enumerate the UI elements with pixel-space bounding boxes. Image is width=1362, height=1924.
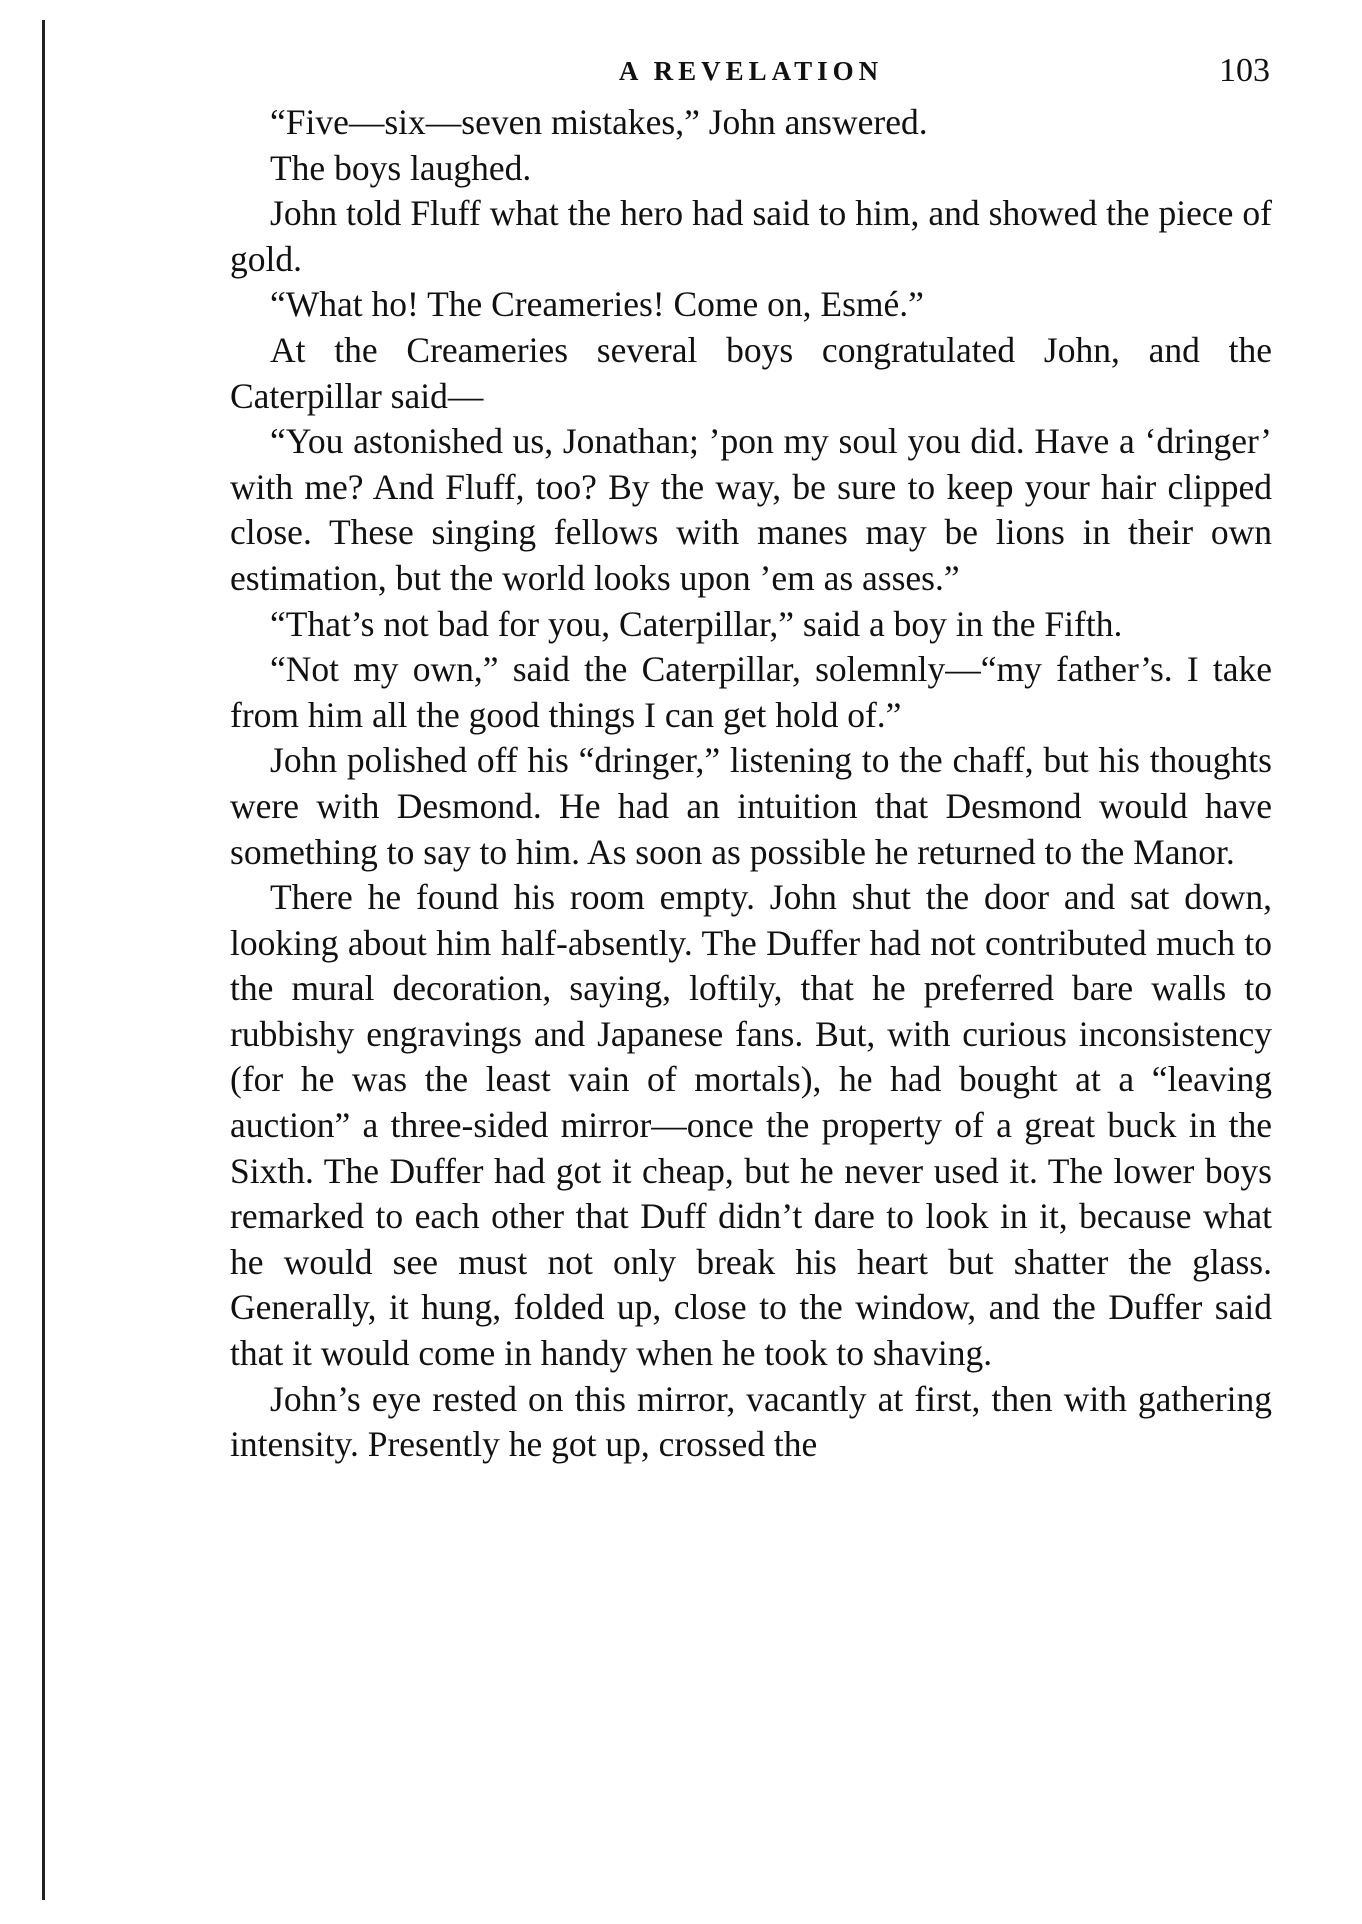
paragraph: “Five—six—seven mistakes,” John answered.	[270, 102, 928, 142]
paragraph: There he found his room empty. John shut the door and sat down, looking about him half-absently. The Duffer had not contributed much to the mural decoration, saying, loftily, that he preferred bare walls to rubbishy engravings and Japanese fans. But, with curious inconsistency (for he was the least vain of mortals), he had bought at a “leaving auction” a three-sided mirror—once the property of a great buck in the Sixth. The Duffer had got it cheap, but he never used it. The lower boys remarked to each other that Duff didn’t dare to look in it, because what he would see must not only break his heart but shatter the glass. Generally, it hung, folded up, close to the window, and the Duffer said that it would come in handy when he took to shaving.	[230, 877, 1272, 1374]
paragraph: “Not my own,” said the Caterpillar, solemnly—“my father’s. I take from him all the good things I can get hold of.”	[230, 649, 1272, 735]
book-page	[230, 48, 1272, 1468]
paragraph: At the Creameries several boys congratulated John, and the Caterpillar said—	[230, 329, 1272, 416]
paragraph: “That’s not bad for you, Caterpillar,” said a boy in the Fifth.	[270, 603, 1123, 644]
paragraph: John told Fluff what the hero had said to him, and showed the piece of gold.	[230, 193, 1272, 279]
binding-edge-line	[42, 20, 45, 1900]
chapter-title: A REVELATION	[618, 56, 884, 86]
paragraph: John polished off his “dringer,” listening to the chaff, but his thoughts were with Desmond. He had an intuition that Desmond would have something to say to him. As soon as possible he returned to the Manor.	[230, 740, 1272, 872]
paragraph: The boys laughed.	[270, 147, 532, 188]
running-head	[230, 48, 1272, 100]
paragraph: “What ho! The Creameries! Come on, Esmé.”	[270, 284, 924, 325]
page-number: 103	[1219, 52, 1270, 89]
paragraph: “You astonished us, Jonathan; ’pon my soul you did. Have a ‘dringer’ with me? And Fluff, too? By the way, be sure to keep your hair clipped close. These singing fellows with manes may be lions in their own estimation, but the world looks upon ’em as asses.”	[230, 421, 1272, 598]
body-text	[230, 100, 1272, 1468]
paragraph: John’s eye rested on this mirror, vacantly at first, then with gathering intensity. Presently he got up, crossed the	[230, 1378, 1272, 1465]
